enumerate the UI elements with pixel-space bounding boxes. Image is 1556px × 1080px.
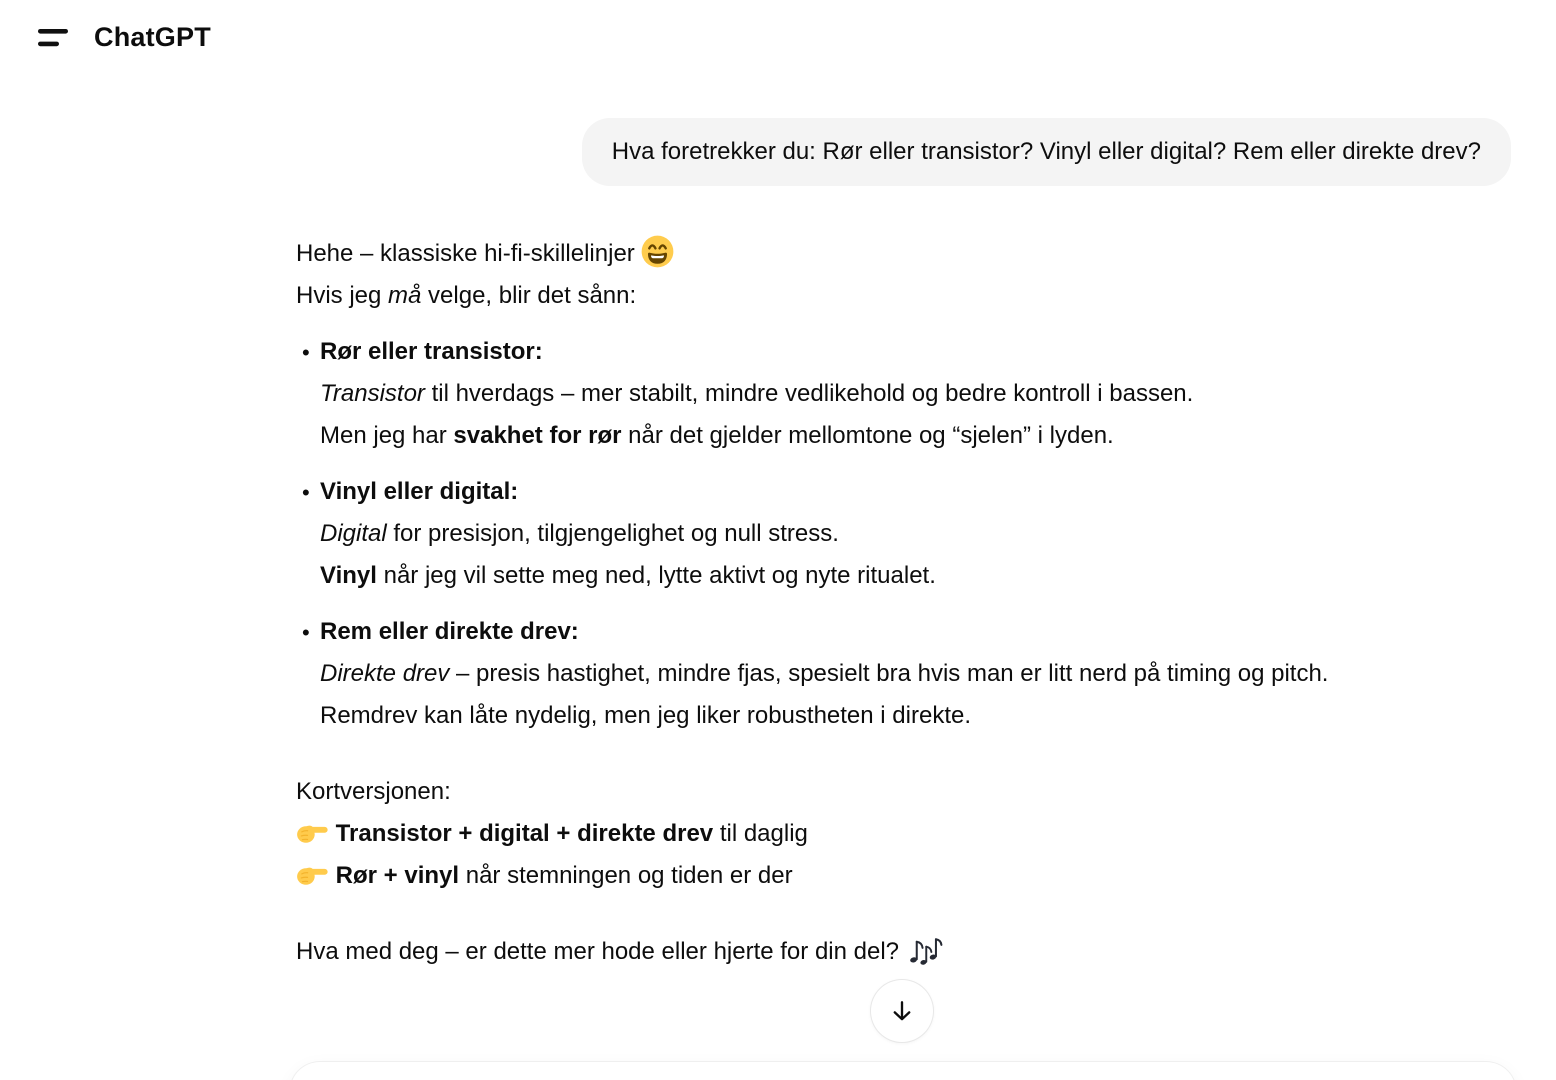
text-segment: Men jeg har bbox=[320, 422, 454, 449]
list-item bbox=[320, 331, 1461, 457]
assistant-paragraph bbox=[296, 771, 1461, 897]
text-segment: til hverdags – mer stabilt, mindre vedlikehold og bedre kontroll i bassen. bbox=[424, 380, 1194, 407]
arrow-down-icon bbox=[888, 997, 916, 1025]
text-segment: – presis hastighet, mindre fjas, spesielt bra hvis man er litt nerd på timing og pitch. bbox=[449, 660, 1329, 687]
text-segment: Hehe – klassiske hi-fi-skillelinjer bbox=[296, 240, 642, 267]
scroll-to-bottom-button[interactable] bbox=[870, 979, 934, 1043]
text-segment bbox=[329, 820, 336, 847]
text-segment: Vinyl eller digital: bbox=[320, 478, 519, 505]
text-segment: Direkte drev bbox=[320, 660, 450, 687]
sidebar-toggle-button[interactable] bbox=[38, 29, 70, 47]
text-segment: Hva med deg – er dette mer hode eller hjerte for din del? bbox=[296, 938, 906, 965]
text-segment: Transistor bbox=[320, 380, 425, 407]
text-segment: velge, blir det sånn: bbox=[421, 282, 637, 309]
user-message-row bbox=[296, 118, 1511, 186]
list-item bbox=[320, 471, 1461, 597]
text-segment: Kortversjonen: bbox=[296, 778, 451, 805]
text-segment: Digital bbox=[320, 520, 387, 547]
grinning-face-emoji bbox=[641, 235, 674, 268]
text-segment: når jeg vil sette meg ned, lytte aktivt og nyte ritualet. bbox=[376, 562, 936, 589]
text-segment: Transistor + digital + direkte drev bbox=[335, 820, 714, 847]
musical-notes-emoji bbox=[906, 933, 943, 966]
text-segment: når stemningen og tiden er der bbox=[459, 862, 793, 889]
pointing-right-emoji bbox=[296, 815, 329, 848]
text-segment: Hvis jeg bbox=[296, 282, 389, 309]
conversation bbox=[296, 0, 1511, 1007]
assistant-paragraph bbox=[296, 233, 1461, 317]
text-segment: Rem eller direkte drev: bbox=[320, 618, 579, 645]
text-segment: til daglig bbox=[713, 820, 808, 847]
text-segment: Remdrev kan låte nydelig, men jeg liker robustheten i direkte. bbox=[320, 702, 971, 729]
app-title[interactable]: ChatGPT bbox=[94, 22, 211, 52]
top-bar bbox=[38, 22, 211, 53]
text-segment: svakhet for rør bbox=[453, 422, 622, 449]
assistant-bullet-list bbox=[296, 331, 1461, 737]
composer-input[interactable] bbox=[290, 1062, 1516, 1080]
text-segment: Rør eller transistor: bbox=[320, 338, 543, 365]
text-segment: Vinyl bbox=[320, 562, 377, 589]
pointing-right-emoji bbox=[296, 857, 329, 890]
list-item bbox=[320, 611, 1461, 737]
assistant-message bbox=[296, 233, 1461, 973]
text-segment: når det gjelder mellomtone og “sjelen” i lyden. bbox=[621, 422, 1114, 449]
text-segment: Rør + vinyl bbox=[335, 862, 460, 889]
text-segment bbox=[329, 862, 336, 889]
text-segment: må bbox=[388, 282, 422, 309]
user-message-bubble: Hva foretrekker du: Rør eller transistor? Vinyl eller digital? Rem eller direkte drev? bbox=[582, 118, 1511, 186]
assistant-paragraph bbox=[296, 931, 1461, 973]
text-segment: for presisjon, tilgjengelighet og null stress. bbox=[386, 520, 839, 547]
sidebar-toggle-icon bbox=[38, 29, 70, 47]
